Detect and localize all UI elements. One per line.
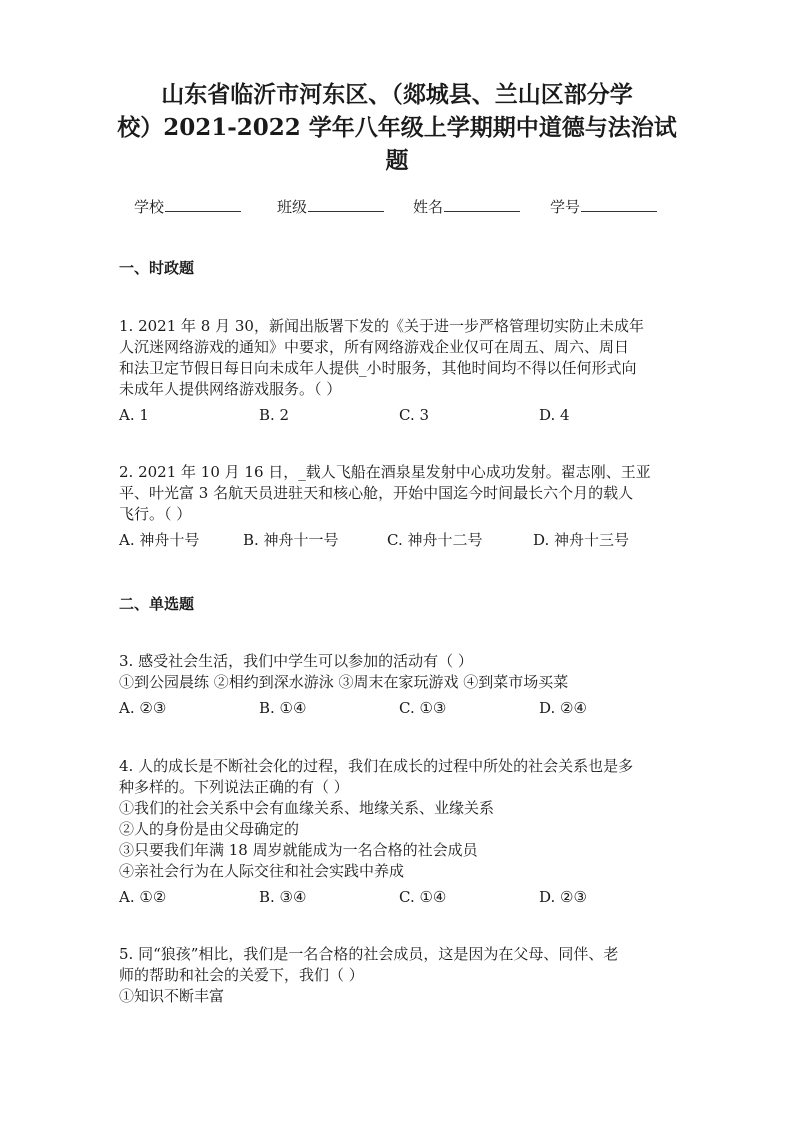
answer-options [119, 887, 679, 908]
answer-options [119, 405, 679, 426]
question-text-line: ①我们的社会关系中会有血缘关系、地缘关系、业缘关系 [119, 799, 495, 817]
question-3 [119, 651, 679, 719]
option-b[interactable]: B. 2 [259, 406, 290, 424]
question-text-line: 3. 感受社会生活，我们中学生可以参加的活动有（ ） [119, 652, 473, 670]
title-line-1: 山东省临沂市河东区、（郯城县、兰山区部分学 [161, 81, 633, 108]
section-heading-single-choice: 二、单选题 [119, 595, 195, 613]
answer-options [119, 698, 679, 719]
question-text-line: ①到公园晨练 ②相约到深水游泳 ③周末在家玩游戏 ④到菜市场买菜 [119, 673, 569, 691]
name-label: 姓名 [413, 198, 444, 216]
question-text-line: 平、叶光富 3 名航天员进驻天和核心舱，开始中国迄今时间最长六个月的载人 [119, 484, 634, 502]
section-heading-current-affairs: 一、时政题 [119, 259, 195, 277]
option-a[interactable]: A. ①② [119, 888, 167, 906]
question-text-line: 和法卫定节假日每日向未成年人提供_小时服务，其他时间均不得以任何形式向 [119, 359, 637, 377]
option-d[interactable]: D. ②④ [539, 699, 587, 717]
option-c[interactable]: C. 3 [399, 406, 430, 424]
option-c[interactable]: C. ①④ [399, 888, 447, 906]
question-text-line: 2. 2021 年 10 月 16 日，_载人飞船在酒泉星发射中心成功发射。翟志刚、王亚 [119, 463, 651, 481]
school-field[interactable] [134, 196, 241, 217]
class-field[interactable] [277, 196, 384, 217]
question-text-line: 种多样的。下列说法正确的有（ ） [119, 778, 349, 796]
name-field[interactable] [413, 196, 520, 217]
question-text-line: 人沉迷网络游戏的通知》中要求，所有网络游戏企业仅可在周五、周六、周日 [119, 338, 630, 356]
option-b[interactable]: B. ③④ [259, 888, 307, 906]
option-c[interactable]: C. 神舟十二号 [387, 531, 483, 549]
question-text-line: ③只要我们年满 18 周岁就能成为一名合格的社会成员 [119, 841, 478, 859]
number-blank[interactable] [581, 196, 657, 212]
question-text-line: 未成年人提供网络游戏服务。（ ） [119, 380, 342, 398]
class-blank[interactable] [308, 196, 384, 212]
question-4 [119, 756, 679, 908]
title-line-3: 题 [385, 147, 409, 174]
question-1 [119, 316, 679, 426]
option-a[interactable]: A. ②③ [119, 699, 167, 717]
question-text-line: 5. 同“狼孩”相比，我们是一名合格的社会成员，这是因为在父母、同伴、老 [119, 945, 619, 963]
question-5 [119, 944, 679, 1007]
option-a[interactable]: A. 1 [119, 406, 149, 424]
option-c[interactable]: C. ①③ [399, 699, 447, 717]
option-d[interactable]: D. ②③ [539, 888, 587, 906]
title-line-2: 校）2021-2022 学年八年级上学期期中道德与法治试 [117, 114, 677, 141]
question-text-line: 飞行。（ ） [119, 505, 192, 523]
name-blank[interactable] [444, 196, 520, 212]
option-a[interactable]: A. 神舟十号 [119, 531, 200, 549]
student-info-row [0, 196, 794, 218]
page-title [60, 78, 734, 177]
number-label: 学号 [550, 198, 581, 216]
question-2 [119, 462, 679, 551]
option-d[interactable]: D. 神舟十三号 [533, 531, 630, 549]
option-b[interactable]: B. ①④ [259, 699, 307, 717]
option-b[interactable]: B. 神舟十一号 [243, 531, 339, 549]
question-text-line: ④亲社会行为在人际交往和社会实践中养成 [119, 862, 405, 880]
number-field[interactable] [550, 196, 657, 217]
question-text-line: 师的帮助和社会的关爱下，我们（ ） [119, 966, 364, 984]
question-text-line: ②人的身份是由父母确定的 [119, 820, 300, 838]
class-label: 班级 [277, 198, 308, 216]
answer-options [119, 530, 679, 551]
question-text-line: 1. 2021 年 8 月 30，新闻出版署下发的《关于进一步严格管理切实防止未成年 [119, 317, 644, 335]
question-text-line: 4. 人的成长是不断社会化的过程，我们在成长的过程中所处的社会关系也是多 [119, 757, 634, 775]
option-d[interactable]: D. 4 [539, 406, 570, 424]
school-blank[interactable] [165, 196, 241, 212]
question-text-line: ①知识不断丰富 [119, 987, 225, 1005]
school-label: 学校 [134, 198, 165, 216]
